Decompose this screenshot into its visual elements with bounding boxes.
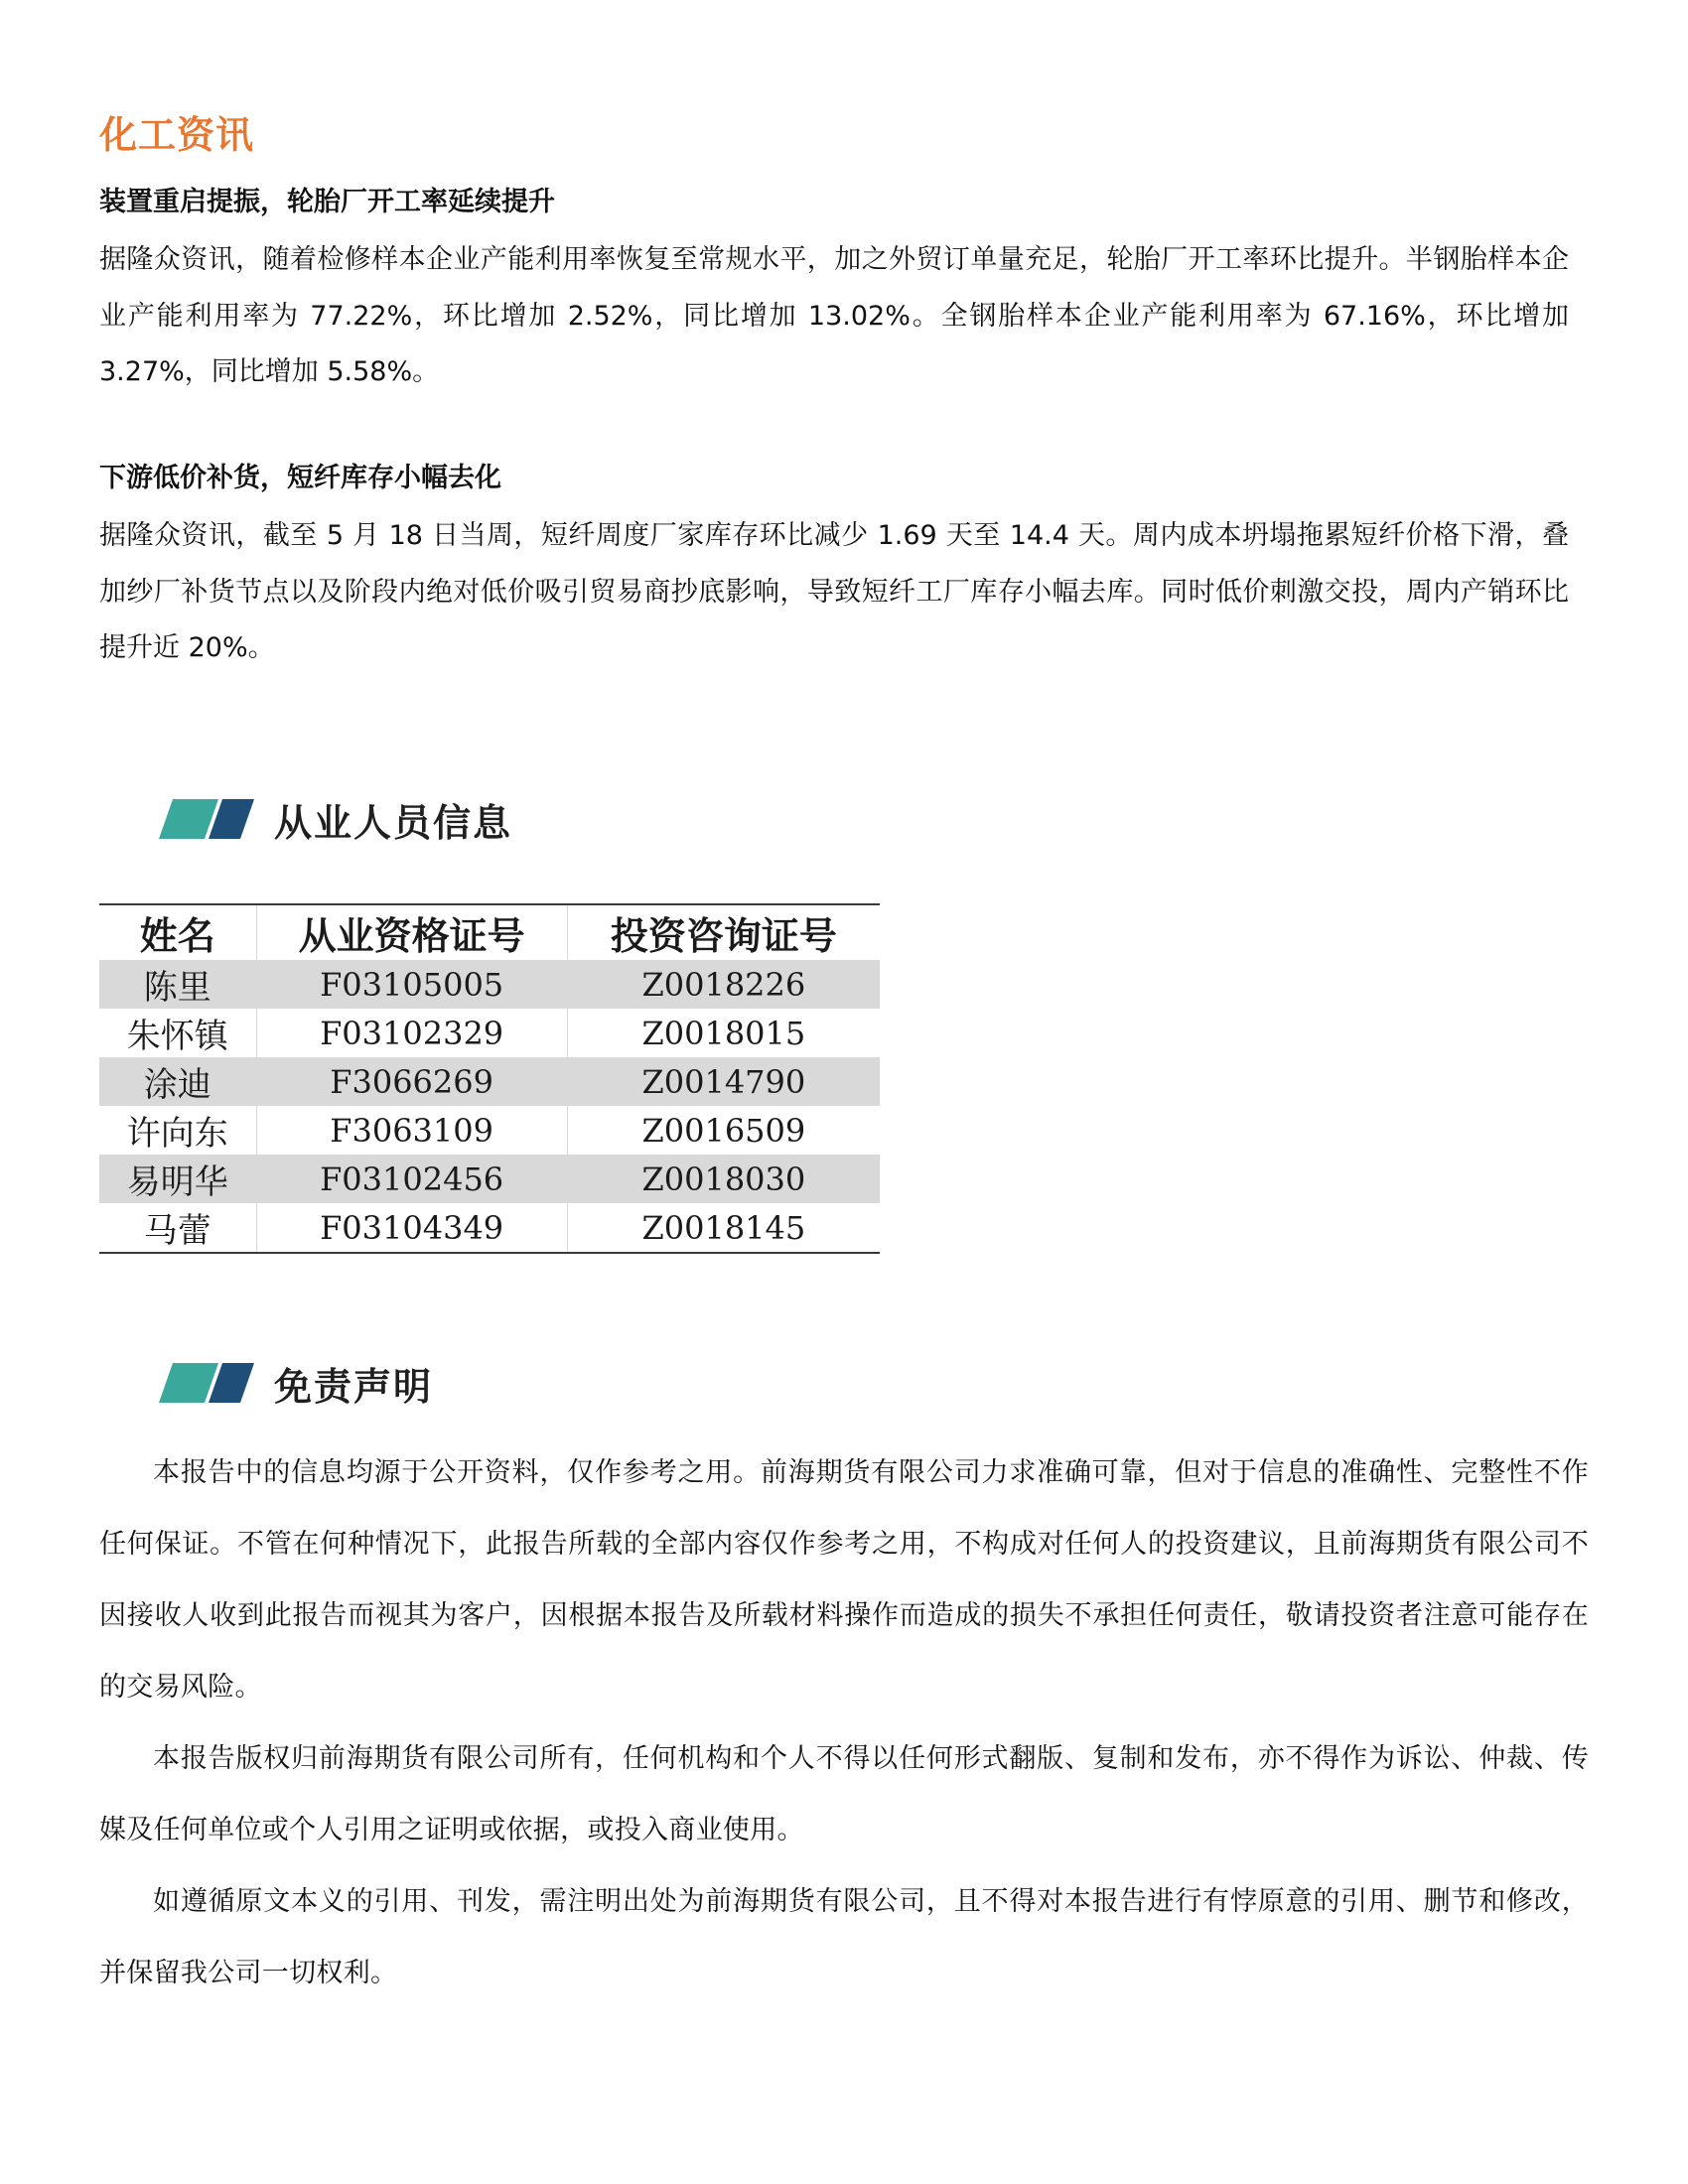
news-item-heading: 装置重启提振，轮胎厂开工率延续提升 — [99, 187, 555, 217]
disclaimer-section-title: 免责声明 — [274, 1364, 434, 1409]
staff-name: 涂迪 — [99, 1057, 256, 1106]
staff-qualification-no: F03102329 — [256, 1009, 567, 1057]
staff-consulting-no: Z0018015 — [641, 1014, 806, 1052]
disclaimer-paragraph: 本报告中的信息均源于公开资料，仅作参考之用。前海期货有限公司力求准确可靠，但对于信息的准确性、完整性不作任何保证。不管在何种情况下，此报告所载的全部内容仅作参考之用，不构成对任何人的投资建议，且前海期货有限公司不因接收人收到此报告而视其为客户，因根据本报告及所载材料操作而造成的损失不承担任何责任，敬请投资者注意可能存在的交易风险。 — [99, 1457, 1589, 1703]
staff-qualification-no: F03102456 — [256, 1155, 567, 1203]
news-item-body: 据隆众资讯，截至 5 月 18 日当周，短纤周度厂家库存环比减少 1.69 天至 14.4 天。周内成本坍塌拖累短纤价格下滑，叠加纱厂补货节点以及阶段内绝对低价吸引贸易商抄底影响，导致短纤工厂库存小幅去库。同时低价刺激交投，周内产销环比提升近 20%。 — [99, 520, 1569, 663]
news-item-1 — [99, 183, 1589, 401]
staff-consulting-no: Z0016509 — [641, 1111, 806, 1150]
staff-name: 易明华 — [99, 1155, 256, 1203]
header-name: 姓名 — [99, 904, 256, 960]
staff-consulting-no: Z0018226 — [567, 960, 880, 1009]
disclaimer-body — [99, 1437, 1589, 2009]
table-row — [99, 1106, 880, 1155]
header-qualification-no: 从业资格证号 — [256, 904, 567, 960]
staff-qualification-no: F03105005 — [256, 960, 567, 1009]
table-row — [99, 1009, 880, 1057]
news-section-title: 化工资讯 — [99, 113, 255, 157]
staff-name: 马蕾 — [99, 1203, 256, 1253]
table-row — [99, 960, 880, 1009]
staff-section-title: 从业人员信息 — [274, 800, 513, 845]
section-stripes-icon — [159, 1363, 254, 1403]
staff-name: 朱怀镇 — [99, 1009, 256, 1057]
news-item-heading: 下游低价补货，短纤库存小幅去化 — [99, 463, 501, 493]
news-item-body: 据隆众资讯，随着检修样本企业产能利用率恢复至常规水平，加之外贸订单量充足，轮胎厂开工率环比提升。半钢胎样本企业产能利用率为 77.22%，环比增加 2.52%，同比增加 13.02%。全钢胎样本企业产能利用率为 67.16%，环比增加 3.27%，同比增加 5.58%。 — [99, 244, 1569, 387]
staff-consulting-no: Z0018145 — [567, 1203, 880, 1253]
staff-section-header — [159, 794, 512, 844]
staff-qualification-no: F3063109 — [256, 1106, 567, 1155]
disclaimer-paragraph: 本报告版权归前海期货有限公司所有，任何机构和个人不得以任何形式翻版、复制和发布，亦不得作为诉讼、仲裁、传媒及任何单位或个人引用之证明或依据，或投入商业使用。 — [99, 1743, 1589, 1845]
staff-name: 陈里 — [99, 960, 256, 1009]
staff-consulting-no: Z0014790 — [567, 1057, 880, 1106]
disclaimer-section-header — [159, 1358, 433, 1408]
staff-consulting-no: Z0018030 — [567, 1155, 880, 1203]
table-row — [99, 1155, 880, 1203]
section-stripes-icon — [159, 799, 254, 839]
table-row — [99, 1203, 880, 1253]
news-item-2 — [99, 459, 1589, 677]
staff-name: 许向东 — [99, 1106, 256, 1155]
table-row — [99, 1057, 880, 1106]
disclaimer-paragraph: 如遵循原文本义的引用、刊发，需注明出处为前海期货有限公司，且不得对本报告进行有悖原意的引用、删节和修改，并保留我公司一切权利。 — [99, 1886, 1589, 1988]
table-header-row — [99, 904, 880, 960]
staff-table — [99, 903, 880, 1254]
header-consulting-no: 投资咨询证号 — [567, 904, 880, 960]
staff-qualification-no: F3066269 — [256, 1057, 567, 1106]
staff-qualification-no: F03104349 — [256, 1203, 567, 1253]
